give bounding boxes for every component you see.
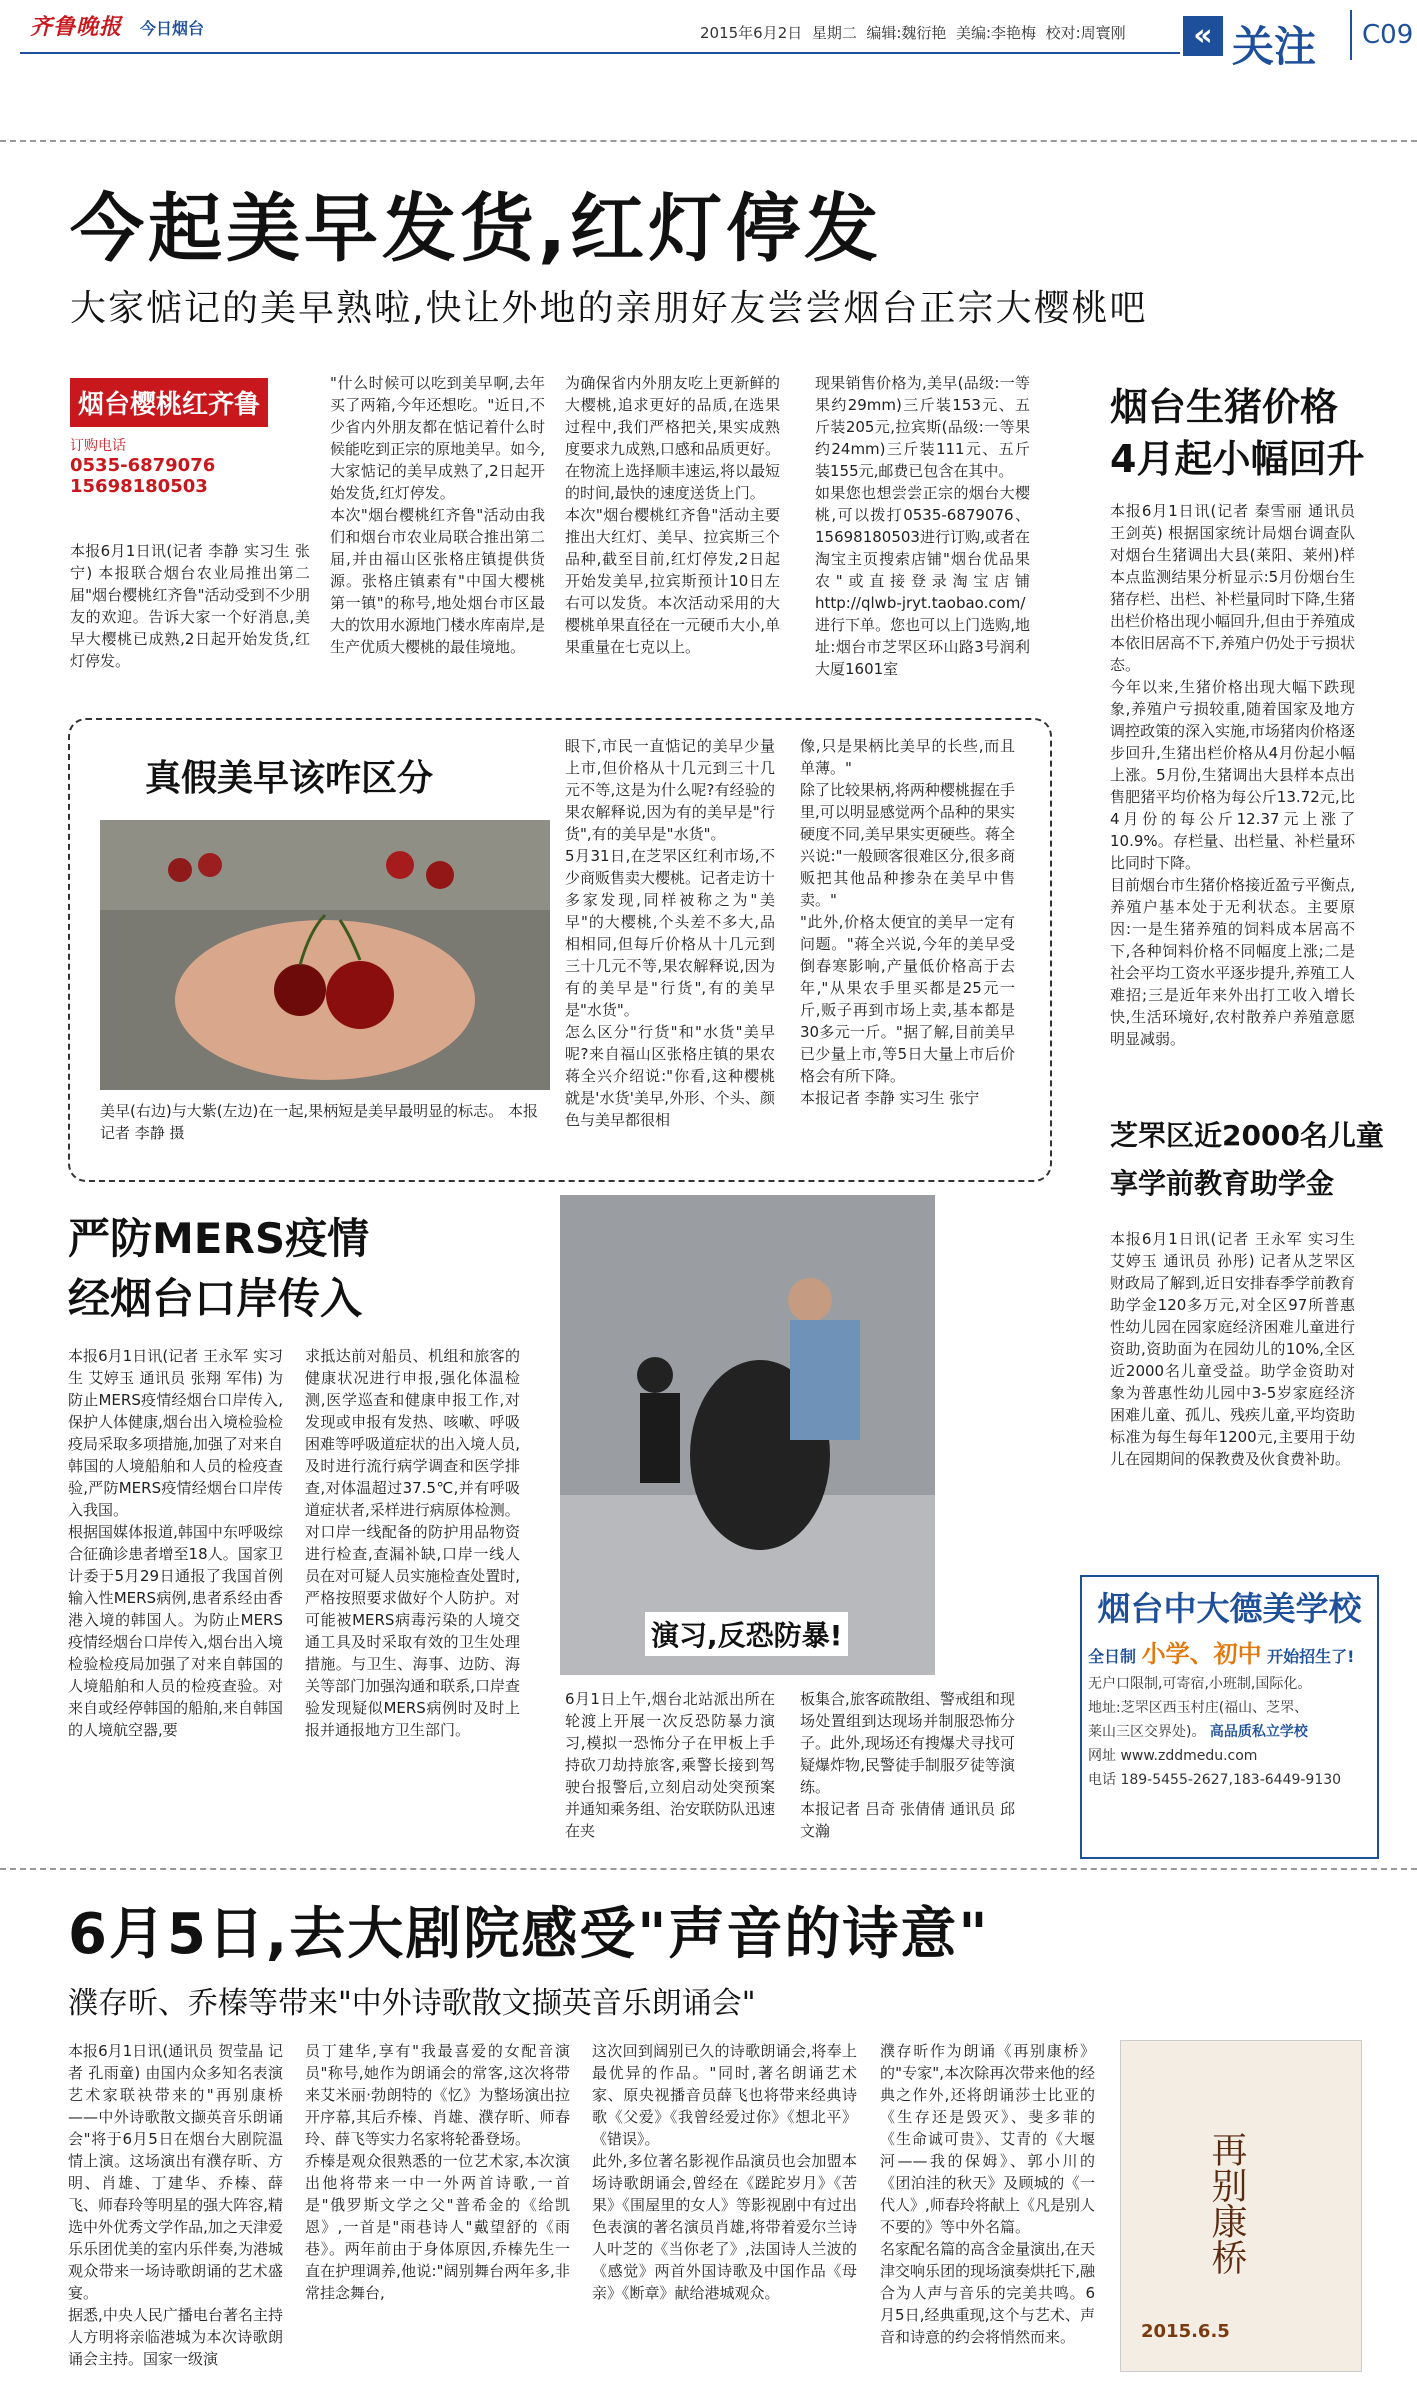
edu-text: 本报6月1日讯(记者 王永军 实习生 艾婷玉 通讯员 孙彤) 记者从芝罘区财政局了解到,近日安排春季学前教育助学金120多万元,对全区97所普惠性幼儿园在园家庭经济困难儿童进行资助,资助面为在园幼儿的10%,全区近2000名儿童受益。助学金资助对象为普惠性幼儿园中3-5岁家庭经济困难儿童、孤儿、残疾儿童,平均资助标准为每生每年1200元,主要用于幼儿在园期间的保教费及伙食费补助。 (1110, 1230, 1355, 1468)
column-divider (1350, 10, 1352, 60)
column-name: 关注 (1232, 22, 1317, 71)
school-ad-line1: 全日制 (1088, 1647, 1137, 1666)
main-col-2: "什么时候可以吃到美早啊,去年买了两箱,今年还想吃。"近日,不少省内外朋友都在惦记着什么时候能吃到正宗的原地美早。如今,大家惦记的美早成熟了,2日起开始发货,红灯停发。 本次"烟台樱桃红齐鲁"活动由我们和烟台市农业局联合推出第二届,并由福山区张格庄镇提供货源。张格庄镇素有"中国大樱桃第一镇"的称号,地处烟台市区最大的饮用水源地门楼水库南岸,是生产优质大樱桃的最佳境地。 (330, 374, 545, 656)
proof-credit: 校对:周寰刚 (1045, 24, 1126, 42)
section-name: 今日烟台 (140, 19, 205, 38)
concert-col-4: 濮存昕作为朗诵《再别康桥》的"专家",本次除再次带来他的经典之作外,还将朗诵莎士比亚的《生存还是毁灭》、斐多菲的《生命诚可贵》、艾青的《大堰河——我的保姆》、郭小川的《团泊洼的秋天》及顾城的《一代人》,师春玲将献上《凡是别人不要的》等中外名篇。 名家配名篇的高含金量演出,在天津交响乐团的现场演奏烘托下,融合为人声与音乐的完美共鸣。6月5日,经典重现,这个与艺术、声音和诗意的约会将悄然而来。 (880, 2042, 1095, 2346)
concert-poster (1120, 2040, 1362, 2372)
cherry-photo (100, 820, 550, 1090)
concert-col-1: 本报6月1日讯(通讯员 贺莹晶 记者 孔雨童) 由国内众多知名表演艺术家联袂带来的"再别康桥——中外诗歌散文撷英音乐朗诵会"将于6月5日在烟台大剧院温情上演。这场演出有濮存昕、方明、肖雄、丁建华、乔榛、薛飞、师春玲等明星的强大阵容,精选中外优秀文学作品,加之天津爱乐乐团优美的室内乐伴奏,为港城观众带来一场诗歌朗诵的艺术盛宴。 据悉,中央人民广播电台著名主持人方明将亲临港城为本次诗歌朗诵会主持。国家一级演 (68, 2042, 283, 2368)
school-ad-tail: 开始招生了! (1267, 1647, 1355, 1666)
promo-phone-label: 订购电话 (70, 438, 126, 454)
pig-title-1: 烟台生猪价格 (1110, 385, 1339, 429)
newspaper-logo: 齐鲁晚报 (30, 14, 123, 40)
mers-col-2: 求抵达前对船员、机组和旅客的健康状况进行申报,强化体温检测,医学巡查和健康申报工作,对发现或申报有发热、咳嗽、呼吸困难等呼吸道症状的出入境人员,及时进行流行病学调查和医学排查,对体温超过37.5℃,并有呼吸道症状者,采样进行病原体检测。 对口岸一线配备的防护用品物资进行检查,查漏补缺,口岸一线人员在对可疑人员实施检查处置时,严格按照要求做好个人防护。对可能被MERS病毒污染的人境交通工具及时采取有效的卫生处理措施。与卫生、海事、边防、海关等部门加强沟通和联系,口岸查验发现疑似MERS病例时及时上报并通报地方卫生部门。 (305, 1347, 520, 1739)
masthead-rule (20, 52, 1180, 54)
box-col-1: 眼下,市民一直惦记的美早少量上市,但价格从十几元到三十几元不等,这是为什么呢?有经验的果农解释说,因为有的美早是"行货",有的美早是"水货"。 5月31日,在芝罘区红利市场,不少商贩售卖大樱桃。记者走访十多家发现,同样被称之为"美早"的大樱桃,个头差不多大,品相相同,但每斤价格从十几元到三十几元不等,果农解释说,因为有的美早是"行货",有的美早是"水货"。 怎么区分"行货"和"水货"美早呢?来自福山区张格庄镇的果农蒋全兴介绍说:"你看,这种樱桃就是'水货'美早,外形、个头、颜色与美早都很相 (565, 737, 776, 1129)
masthead-info (700, 22, 1126, 43)
drill-photo (560, 1195, 935, 1675)
concert-col-2: 员丁建华,享有"我最喜爱的女配音演员"称号,她作为朗诵会的常客,这次将带来艾米丽·勃朗特的《忆》为整场演出拉开序幕,其后乔榛、肖雄、濮存昕、师春玲、薛飞等实力名家将轮番登场。 乔榛是观众很熟悉的一位艺术家,本次演出他将带来一中一外两首诗歌,一首是"俄罗斯文学之父"普希金的《给凯恩》,一首是"雨巷诗人"戴望舒的《雨巷》。两年前由于身体原因,乔榛先生一直在护理调养,他说:"阔别舞台两年多,非常挂念舞台, (305, 2042, 570, 2302)
school-ad-line4: 莱山三区交界处)。 (1088, 1724, 1206, 1740)
main-col-3: 为确保省内外朋友吃上更新鲜的大樱桃,追求更好的品质,在选果过程中,我们严格把关,果实成熟度要求九成熟,口感和品质更好。在物流上选择顺丰速运,将以最短的时间,最快的速度送货上门。 本次"烟台樱桃红齐鲁"活动主要推出大红灯、美早、拉宾斯三个品种,截至目前,红灯停发,2日起开始发美早,拉宾斯预计10日左右可以发货。本次活动采用的大樱桃单果直径在一元硬币大小,单果重量在七克以上。 (565, 374, 780, 656)
school-ad-line3: 地址:芝罘区西玉村庄(福山、芝罘、 (1088, 1700, 1309, 1716)
promo-phone-2: 15698180503 (70, 476, 208, 497)
poster-title: 再别康桥 (1206, 2131, 1247, 2275)
pig-text: 本报6月1日讯(记者 秦雪丽 通讯员 王剑英) 根据国家统计局烟台调查队对烟台生猪调出大县(莱阳、莱州)样本点监测结果分析显示:5月份烟台生猪存栏、出栏、补栏量同时下降,生猪出栏价格出现小幅回升,但由于养殖成本依旧居高不下,养殖户仍处于亏损状态。 今年以来,生猪价格出现大幅下跌现象,养殖户亏损较重,随着国家及地方调控政策的深入实施,市场猪肉价格逐步回升,生猪出栏价格从4月份起小幅上涨。5月份,生猪调出大县样本点出售肥猪平均价格为每公斤13.72元,比4月份的每公斤12.37元上涨了10.9%。存栏量、出栏量、补栏量环比同时下降。 目前烟台市生猪价格接近盈亏平衡点,养殖户基本处于无利状态。主要原因:一是生猪养殖的饲料成本居高不下,各种饲料价格不同幅度上涨;二是社会平均工资水平逐步提升,养殖工人难招;三是近年来外出打工收入增长快,生活环境好,农村散养户养殖意愿明显减弱。 (1110, 502, 1355, 1048)
mers-title-2: 经烟台口岸传入 (68, 1274, 363, 1323)
school-ad-web: 网址 www.zddmedu.com (1088, 1748, 1258, 1764)
promo-phone-1: 0535-6879076 (70, 455, 216, 476)
issue-weekday: 星期二 (811, 24, 857, 42)
pig-title-2: 4月起小幅回升 (1110, 437, 1365, 481)
page-number: C09 (1362, 20, 1414, 50)
promo-title: 烟台樱桃红齐鲁 (70, 378, 268, 427)
editor-credit: 编辑:魏衍艳 (866, 24, 947, 42)
school-ad (1080, 1575, 1379, 1859)
drill-photo-caption: 演习,反恐防暴! (645, 1612, 848, 1656)
art-credit: 美编:李艳梅 (955, 24, 1037, 42)
edu-title-2: 享学前教育助学金 (1110, 1167, 1335, 1200)
concert-col-3: 这次回到阔别已久的诗歌朗诵会,将奉上最优异的作品。"同时,著名朗诵艺术家、原央视播音员薛飞也将带来经典诗歌《父爱》《我曾经爱过你》《想北平》《错误》。 此外,多位著名影视作品演员也会加盟本场诗歌朗诵会,曾经在《蹉跎岁月》《苦果》《围屋里的女人》等影视剧中有过出色表演的著名演员肖雄,将带着爱尔兰诗人叶芝的《当你老了》,法国诗人兰波的《感觉》两首外国诗歌及中国作品《母亲》《断章》献给港城观众。 (592, 2042, 857, 2302)
main-col-1: 本报6月1日讯(记者 李静 实习生 张宁) 本报联合烟台农业局推出第二届"烟台樱桃红齐鲁"活动受到不少朋友的欢迎。告诉大家一个好消息,美早大樱桃已成熟,2日起开始发货,红灯停发。 (70, 542, 310, 670)
cherry-photo-art (100, 820, 550, 1090)
mers-title-1: 严防MERS疫情 (68, 1214, 370, 1263)
mers-col-1: 本报6月1日讯(记者 王永军 实习生 艾婷玉 通讯员 张翔 军伟) 为防止MERS疫情经烟台口岸传入,保护人体健康,烟台出入境检验检疫局采取多项措施,加强了对来自韩国的人境船舶和人员的检疫查验,严防MERS疫情经烟台口岸传入我国。 根据国媒体报道,韩国中东呼吸综合征确诊患者增至18人。国家卫计委于5月29日通报了我国首例输入性MERS病例,患者系经由香港入境的韩国人。为防止MERS疫情经烟台口岸传入,烟台出入境检验检疫局加强了对来自韩国的人境船舶和人员的检疫查验。对来自或经停韩国的船舶,来自韩国的人境航空器,要 (68, 1347, 283, 1739)
section-divider-2 (0, 1868, 1417, 1870)
school-ad-big: 小学、初中 (1141, 1640, 1262, 1668)
drill-col-2: 板集合,旅客疏散组、警戒组和现场处置组到达现场并制服恐怖分子。此外,现场还有搜爆犬寻找可疑爆炸物,民警徒手制服歹徒等演练。 本报记者 吕奇 张倩倩 通讯员 邱文瀚 (800, 1690, 1015, 1840)
drill-photo-art (560, 1195, 935, 1675)
main-headline: 今起美早发货,红灯停发 (70, 186, 883, 272)
school-ad-phone: 电话 189-5455-2627,183-6449-9130 (1088, 1772, 1342, 1788)
school-name: 烟台中大德美学校 (1097, 1589, 1362, 1628)
main-subhead: 大家惦记的美早熟啦,快让外地的亲朋好友尝尝烟台正宗大樱桃吧 (70, 288, 1148, 329)
cherry-caption: 美早(右边)与大紫(左边)在一起,果柄短是美早最明显的标志。 本报记者 李静 摄 (100, 1102, 538, 1142)
issue-date: 2015年6月2日 (700, 24, 803, 42)
box-col-2: 像,只是果柄比美早的长些,而且单薄。" 除了比较果柄,将两种樱桃握在手里,可以明显感觉两个品种的果实硬度不同,美早果实更硬些。蒋全兴说:"一般顾客很难区分,很多商贩把其他品种掺杂在美早中售卖。" "此外,价格太便宜的美早一定有问题。"蒋全兴说,今年的美早受倒春寒影响,产量低价格高于去年,"从果农手里买都是25元一斤,贩子再到市场上卖,基本都是30多元一斤。"据了解,目前美早已少量上市,等5日大量上市后价格会有所下降。 本报记者 李静 实习生 张宁 (800, 737, 1015, 1107)
section-divider (0, 140, 1417, 142)
box-title: 真假美早该咋区分 (145, 758, 434, 799)
edu-title-1: 芝罘区近2000名儿童 (1110, 1119, 1384, 1152)
cherry-promo (70, 378, 290, 538)
school-ad-line4-tail: 高品质私立学校 (1209, 1724, 1308, 1740)
school-ad-line2: 无户口限制,可寄宿,小班制,国际化。 (1088, 1676, 1312, 1692)
poster-date: 2015.6.5 (1141, 2321, 1230, 2342)
drill-col-1: 6月1日上午,烟台北站派出所在轮渡上开展一次反恐防暴力演习,模拟一恐怖分子在甲板上手持砍刀劫持旅客,乘警长接到驾驶台报警后,立刻启动处突预案并通知乘务组、治安联防队迅速在夹 (565, 1690, 776, 1840)
concert-headline: 6月5日,去大剧院感受"声音的诗意" (68, 1902, 990, 1967)
concert-subhead: 濮存昕、乔榛等带来"中外诗歌散文撷英音乐朗诵会" (68, 1986, 756, 2021)
main-col-4: 现果销售价格为,美早(品级:一等果约29mm)三斤装153元、五斤装205元,拉宾斯(品级:一等果约24mm)三斤装111元、五斤装155元,邮费已包含在其中。 如果您也想尝尝正宗的烟台大樱桃,可以拨打0535-6879076、15698180503进行订购,或者在淘宝主页搜索店铺"烟台优品果农"或直接登录淘宝店铺http://qlwb-jryt.taobao.com/进行下单。您也可以上门选购,地址:烟台市芝罘区环山路3号润利大厦1601室 (815, 374, 1030, 678)
chevron-left-icon: « (1183, 16, 1223, 56)
